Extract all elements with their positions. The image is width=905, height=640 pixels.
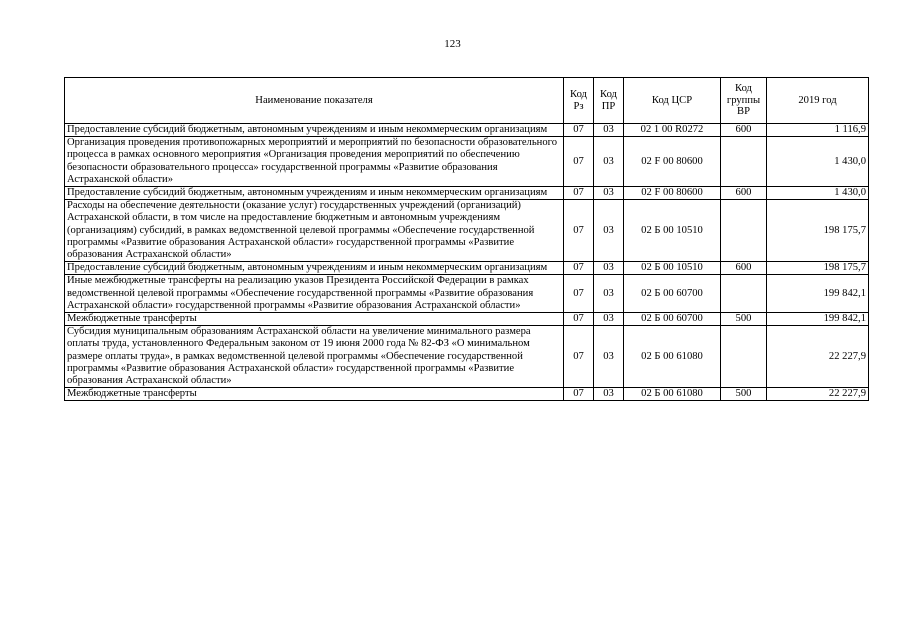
row-pr: 03 (594, 137, 624, 187)
row-vr: 600 (721, 187, 767, 200)
budget-table (64, 77, 869, 401)
row-csr: 02 Б 00 10510 (624, 200, 721, 262)
header-rz-line2: Рз (573, 100, 584, 112)
row-pr: 03 (594, 187, 624, 200)
header-vr (721, 78, 767, 124)
row-vr (721, 326, 767, 388)
row-amount: 198 175,7 (767, 200, 869, 262)
row-csr: 02 Б 00 60700 (624, 313, 721, 326)
row-name: Предоставление субсидий бюджетным, автономным учреждениям и иным некоммерческим организациям (65, 124, 564, 137)
row-amount: 198 175,7 (767, 262, 869, 275)
header-pr-line2: ПР (601, 100, 616, 112)
table-row (65, 388, 869, 401)
row-pr: 03 (594, 275, 624, 313)
row-vr: 600 (721, 262, 767, 275)
header-vr-line1: Код (735, 83, 752, 95)
row-name: Расходы на обеспечение деятельности (оказание услуг) государственных учреждений (организаций) Астраханской области, в том числе на предоставление бюджетным и автономным учреждениям (организациям) субсидий, в рамках ведомственной целевой программы «Обеспечение государственной программы «Развитие образования Астраханской области» государственной программы «Развитие образования Астраханской области» (65, 200, 564, 262)
row-rz: 07 (564, 187, 594, 200)
row-rz: 07 (564, 388, 594, 401)
row-vr: 600 (721, 124, 767, 137)
row-name: Межбюджетные трансферты (65, 388, 564, 401)
table-row (65, 313, 869, 326)
row-rz: 07 (564, 137, 594, 187)
row-csr: 02 Б 00 10510 (624, 262, 721, 275)
row-csr: 02 F 00 80600 (624, 187, 721, 200)
table-row (65, 262, 869, 275)
row-pr: 03 (594, 124, 624, 137)
row-rz: 07 (564, 200, 594, 262)
row-amount: 22 227,9 (767, 326, 869, 388)
row-vr (721, 200, 767, 262)
header-rz (564, 78, 594, 124)
row-csr: 02 1 00 R0272 (624, 124, 721, 137)
row-csr: 02 F 00 80600 (624, 137, 721, 187)
row-vr: 500 (721, 313, 767, 326)
row-csr: 02 Б 00 60700 (624, 275, 721, 313)
row-rz: 07 (564, 262, 594, 275)
row-rz: 07 (564, 275, 594, 313)
row-amount: 1 430,0 (767, 137, 869, 187)
table-row (65, 187, 869, 200)
row-csr: 02 Б 00 61080 (624, 388, 721, 401)
table-header-row (65, 78, 869, 124)
table-row (65, 124, 869, 137)
header-vr-line2: группы (726, 94, 761, 106)
table-row (65, 137, 869, 187)
header-csr: Код ЦСР (624, 78, 721, 124)
page-number: 123 (444, 38, 461, 50)
row-name: Предоставление субсидий бюджетным, автономным учреждениям и иным некоммерческим организациям (65, 187, 564, 200)
table-row (65, 200, 869, 262)
row-vr (721, 275, 767, 313)
row-name: Иные межбюджетные трансферты на реализацию указов Президента Российской Федерации в рамках ведомственной целевой программы «Обеспечение государственной программы «Развитие образования Астраханской области» государственной программы «Развитие образования Астраханской области» (65, 275, 564, 313)
row-pr: 03 (594, 326, 624, 388)
row-name: Межбюджетные трансферты (65, 313, 564, 326)
row-rz: 07 (564, 313, 594, 326)
table-row (65, 275, 869, 313)
row-amount: 199 842,1 (767, 313, 869, 326)
row-vr: 500 (721, 388, 767, 401)
header-pr (594, 78, 624, 124)
header-pr-line1: Код (600, 89, 617, 100)
row-name: Предоставление субсидий бюджетным, автономным учреждениям и иным некоммерческим организациям (65, 262, 564, 275)
header-vr-line3: ВР (737, 106, 750, 118)
row-pr: 03 (594, 262, 624, 275)
header-name: Наименование показателя (65, 78, 564, 124)
header-rz-line1: Код (570, 89, 587, 100)
row-rz: 07 (564, 124, 594, 137)
row-name: Организация проведения противопожарных мероприятий и мероприятий по безопасности образовательного процесса в рамках основного мероприятия «Организация проведения мероприятий по обеспечению безопасности образовательного процесса» государственной программы «Развитие образования Астраханской области» (65, 137, 564, 187)
row-rz: 07 (564, 326, 594, 388)
row-name: Субсидия муниципальным образованиям Астраханской области на увеличение минимального размера оплаты труда, установленного Федеральным законом от 19 июня 2000 года № 82-ФЗ «О минимальном размере оплаты труда», в рамках ведомственной целевой программы «Обеспечение государственной программы «Развитие образования Астраханской области» государственной программы «Развитие образования Астраханской области» (65, 326, 564, 388)
row-pr: 03 (594, 313, 624, 326)
table-row (65, 326, 869, 388)
row-vr (721, 137, 767, 187)
row-pr: 03 (594, 388, 624, 401)
row-amount: 199 842,1 (767, 275, 869, 313)
header-year: 2019 год (767, 78, 869, 124)
row-amount: 1 116,9 (767, 124, 869, 137)
row-amount: 22 227,9 (767, 388, 869, 401)
row-pr: 03 (594, 200, 624, 262)
row-csr: 02 Б 00 61080 (624, 326, 721, 388)
row-amount: 1 430,0 (767, 187, 869, 200)
